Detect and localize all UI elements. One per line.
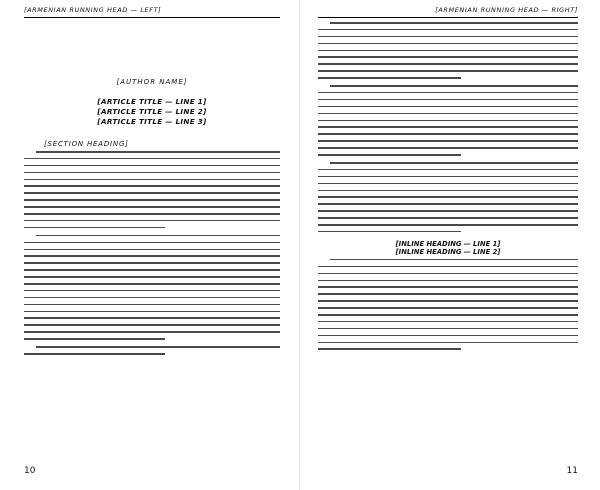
text-line	[318, 210, 578, 212]
paragraph	[24, 151, 280, 234]
paragraph	[318, 162, 578, 238]
text-line	[36, 235, 280, 237]
running-head: [ARMENIAN RUNNING HEAD — LEFT]	[24, 6, 162, 14]
text-line	[318, 56, 578, 58]
text-line	[318, 231, 461, 233]
header-rule	[24, 17, 280, 18]
text-line	[318, 126, 578, 128]
text-line	[318, 300, 578, 302]
text-line	[24, 283, 280, 285]
text-line	[318, 266, 578, 268]
text-line	[318, 120, 578, 122]
article-title-text: [ARTICLE TITLE — LINE 1] [ARTICLE TITLE — LINE 2] [ARTICLE TITLE — LINE 3]	[97, 97, 207, 126]
text-line	[24, 331, 280, 333]
text-line	[318, 140, 578, 142]
text-line	[318, 203, 578, 205]
text-line	[330, 259, 578, 261]
text-line	[330, 85, 578, 87]
text-line	[24, 304, 280, 306]
paragraph	[24, 235, 280, 345]
text-line	[24, 276, 280, 278]
text-line	[330, 162, 578, 164]
inline-section-heading: [INLINE HEADING — LINE 1] [INLINE HEADING — LINE 2]	[395, 239, 501, 256]
text-line	[318, 280, 578, 282]
text-line	[318, 224, 578, 226]
text-line	[24, 249, 280, 251]
text-line	[318, 99, 578, 101]
text-line	[318, 63, 578, 65]
text-line	[24, 311, 280, 313]
text-line	[318, 113, 578, 115]
text-line	[24, 290, 280, 292]
text-line	[24, 192, 280, 194]
text-line	[318, 92, 578, 94]
paragraph	[318, 22, 578, 84]
text-line	[318, 36, 578, 38]
text-line	[24, 165, 280, 167]
running-head: [ARMENIAN RUNNING HEAD — RIGHT]	[435, 6, 578, 14]
text-line	[24, 158, 280, 160]
text-line	[24, 255, 280, 257]
text-line	[318, 321, 578, 323]
text-line	[24, 353, 165, 355]
text-line	[24, 269, 280, 271]
text-line	[318, 70, 578, 72]
text-line	[24, 262, 280, 264]
text-line	[318, 190, 578, 192]
text-line	[24, 242, 280, 244]
text-line	[24, 213, 280, 215]
text-line	[36, 346, 280, 348]
page-number: 11	[566, 466, 578, 476]
text-line	[318, 43, 578, 45]
text-line	[318, 169, 578, 171]
text-line	[24, 185, 280, 187]
header-rule	[318, 17, 578, 18]
body-text-block	[24, 151, 280, 471]
text-line	[318, 314, 578, 316]
paragraph	[318, 85, 578, 161]
text-line	[24, 220, 280, 222]
text-line	[318, 307, 578, 309]
text-line	[318, 196, 578, 198]
text-line	[318, 286, 578, 288]
text-line	[330, 22, 578, 24]
text-line	[318, 147, 578, 149]
body-text-block	[318, 22, 578, 442]
paragraph	[318, 259, 578, 355]
text-line	[318, 77, 461, 79]
text-line	[318, 273, 578, 275]
text-line	[36, 151, 280, 153]
text-line	[24, 206, 280, 208]
text-line	[318, 348, 461, 350]
text-line	[318, 133, 578, 135]
text-line	[24, 172, 280, 174]
text-line	[24, 338, 165, 340]
article-title	[32, 97, 272, 127]
text-line	[318, 183, 578, 185]
text-line	[24, 179, 280, 181]
page-number: 10	[24, 466, 36, 476]
text-line	[318, 293, 578, 295]
text-line	[318, 328, 578, 330]
text-line	[318, 342, 578, 344]
text-line	[318, 50, 578, 52]
text-line	[24, 227, 165, 229]
text-line	[24, 317, 280, 319]
text-line	[318, 106, 578, 108]
text-line	[318, 335, 578, 337]
text-line	[318, 29, 578, 31]
author-name: [AUTHOR NAME]	[116, 78, 188, 86]
text-line	[318, 217, 578, 219]
text-line	[24, 297, 280, 299]
text-line	[318, 176, 578, 178]
section-subhead: [SECTION HEADING]	[44, 140, 129, 148]
paragraph	[24, 346, 280, 360]
text-line	[24, 324, 280, 326]
right-page	[300, 0, 600, 490]
text-line	[24, 199, 280, 201]
text-line	[318, 154, 461, 156]
